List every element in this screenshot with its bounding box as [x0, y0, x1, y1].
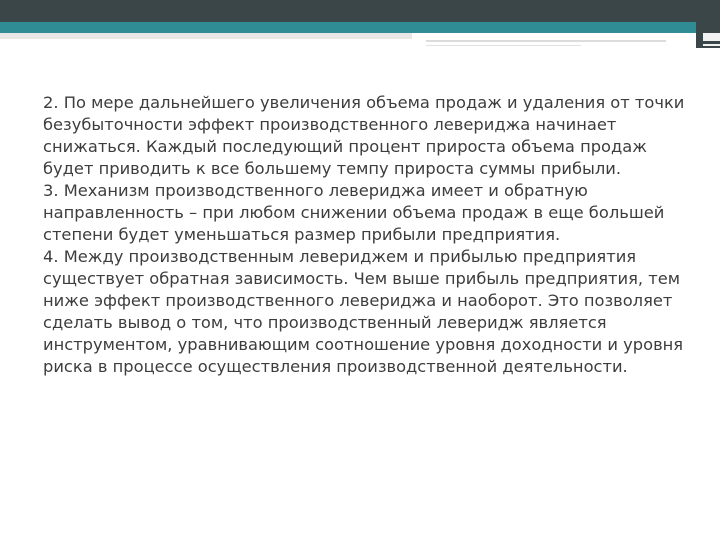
header-dark-bar	[0, 0, 720, 22]
header-rule-left	[0, 33, 412, 39]
header-rule-right	[426, 40, 666, 42]
paragraph-point-2: 2. По мере дальнейшего увеличения объема продаж и удаления от точки безубыточности эффект производственного левериджа начинает снижаться. Каждый последующий процент прироста объема продаж будет приводить к все большему темпу прироста суммы прибыли.	[43, 93, 685, 178]
slide-body-text	[43, 92, 693, 378]
header-corner-line	[703, 44, 720, 46]
header-rule-right-thin	[426, 45, 581, 46]
paragraph-point-4: 4. Между производственным левериджем и прибылью предприятия существует обратная зависимость. Чем выше прибыль предприятия, тем ниже эффект производственного левериджа и наоборот. Это позволяет сделать вывод о том, что производственный леверидж является инструментом, уравнивающим соотношение уровня доходности и уровня риска в процессе осуществления производственной деятельности.	[43, 247, 684, 376]
paragraph-point-3: 3. Механизм производственного левериджа имеет и обратную направленность – при любом снижении объема продаж в еще большей степени будет уменьшаться размер прибыли предприятия.	[43, 181, 665, 244]
header-teal-band	[0, 22, 720, 33]
header-corner-accent	[703, 33, 720, 41]
